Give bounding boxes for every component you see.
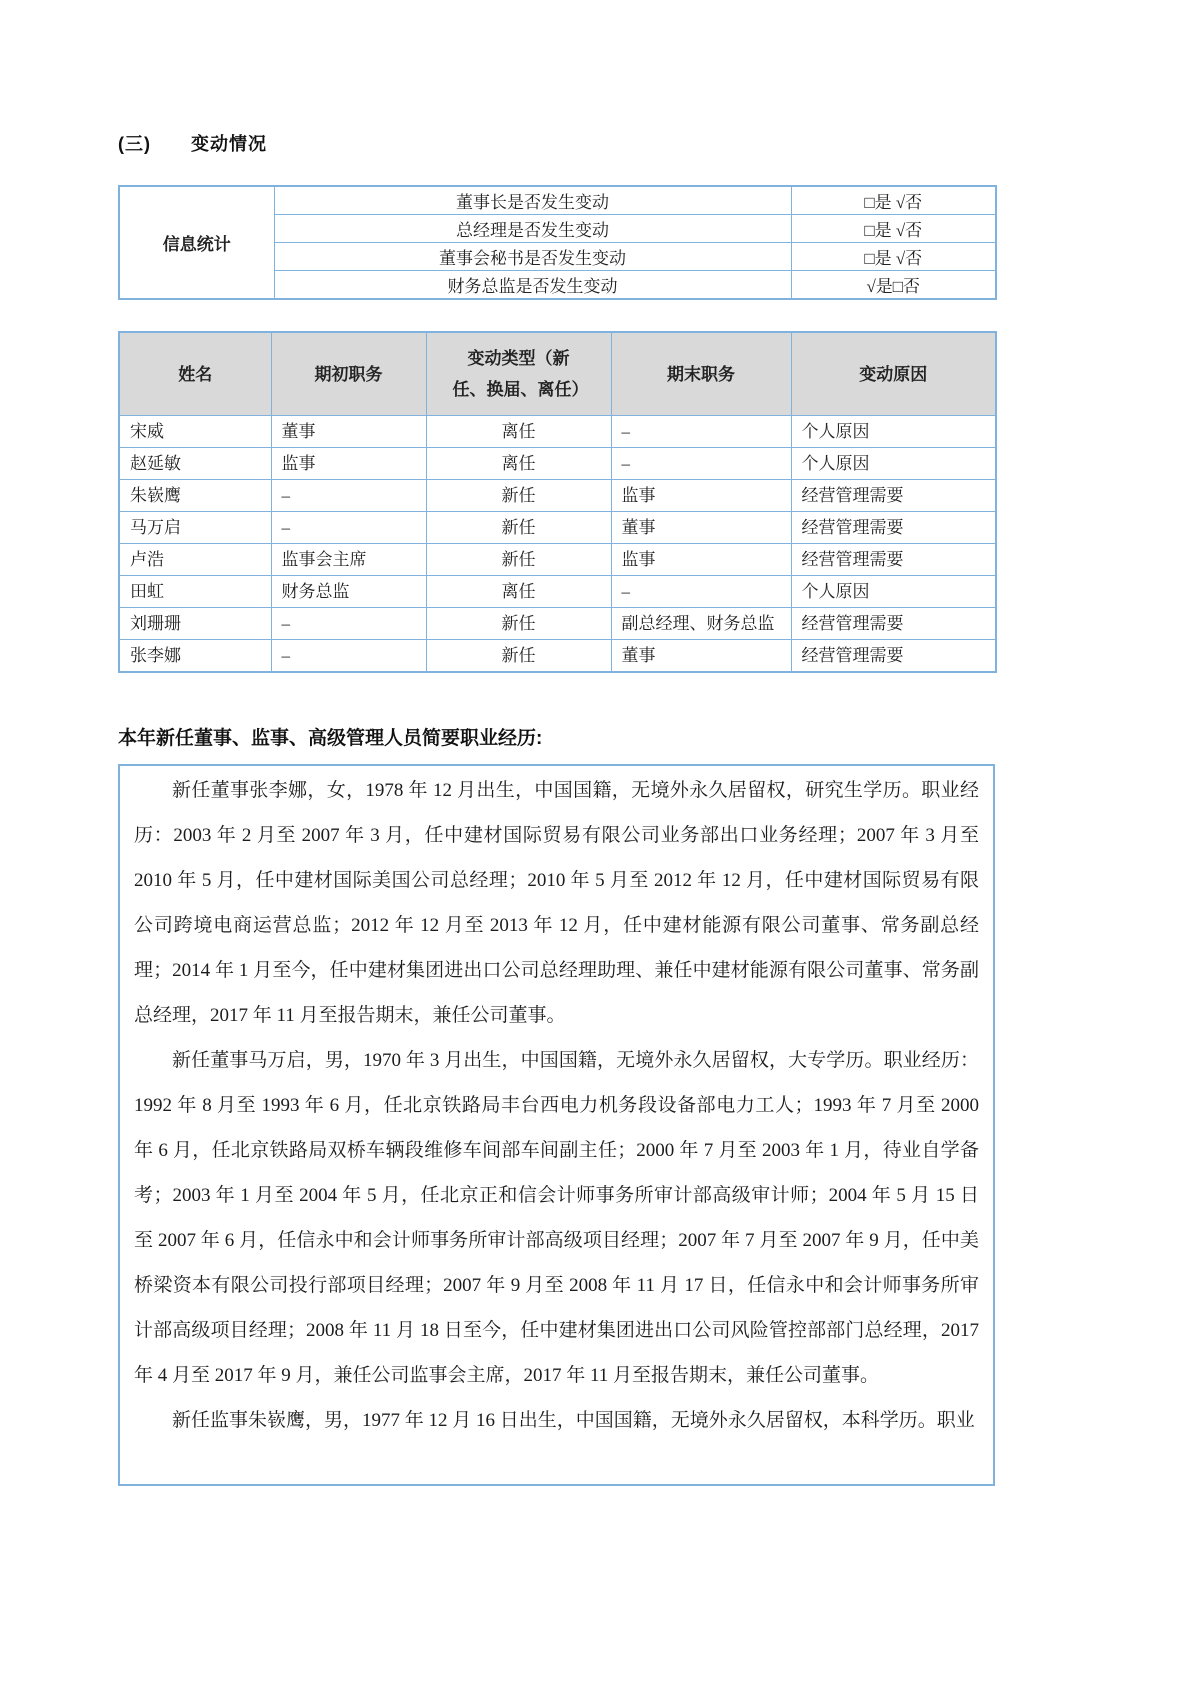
cell-end-position: –: [611, 448, 791, 480]
page-content: [118, 0, 995, 1486]
cell-reason: 个人原因: [791, 448, 996, 480]
cell-reason: 个人原因: [791, 576, 996, 608]
bio-section-heading: 本年新任董事、监事、高级管理人员简要职业经历:: [118, 728, 543, 749]
stats-answer: □是 √否: [791, 186, 996, 215]
cell-end-position: 副总经理、财务总监: [611, 608, 791, 640]
cell-change-type: 新任: [426, 512, 611, 544]
stats-question: 董事会秘书是否发生变动: [274, 243, 791, 271]
table-row: [119, 448, 996, 480]
cell-reason: 经营管理需要: [791, 512, 996, 544]
cell-change-type: 新任: [426, 640, 611, 673]
cell-start-position: –: [271, 480, 426, 512]
cell-name: 宋威: [119, 416, 271, 448]
section-label: (三): [118, 134, 151, 154]
stats-answer: □是 √否: [791, 215, 996, 243]
cell-end-position: 监事: [611, 480, 791, 512]
cell-start-position: –: [271, 512, 426, 544]
cell-end-position: 董事: [611, 512, 791, 544]
table-row: [119, 416, 996, 448]
stats-row-header: 信息统计: [119, 186, 274, 299]
cell-start-position: 监事: [271, 448, 426, 480]
stats-answer: √是□否: [791, 271, 996, 300]
cell-name: 朱嵚鹰: [119, 480, 271, 512]
cell-name: 刘珊珊: [119, 608, 271, 640]
cell-change-type: 离任: [426, 416, 611, 448]
personnel-changes-table: [118, 331, 997, 673]
cell-name: 赵延敏: [119, 448, 271, 480]
stats-question: 财务总监是否发生变动: [274, 271, 791, 300]
column-header-change-type: 变动类型（新任、换届、离任）: [426, 332, 611, 416]
cell-name: 田虹: [119, 576, 271, 608]
cell-end-position: –: [611, 576, 791, 608]
cell-end-position: 监事: [611, 544, 791, 576]
cell-reason: 经营管理需要: [791, 640, 996, 673]
table-row: [119, 576, 996, 608]
cell-change-type: 新任: [426, 480, 611, 512]
cell-change-type: 离任: [426, 448, 611, 480]
table-row: [119, 640, 996, 673]
bio-paragraph: 新任监事朱嵚鹰，男，1977 年 12 月 16 日出生，中国国籍，无境外永久居留权，本科学历。职业: [172, 1410, 975, 1431]
column-header-name: 姓名: [119, 332, 271, 416]
column-header-reason: 变动原因: [791, 332, 996, 416]
cell-change-type: 新任: [426, 608, 611, 640]
section-heading: [118, 0, 995, 156]
cell-reason: 经营管理需要: [791, 608, 996, 640]
stats-question: 总经理是否发生变动: [274, 215, 791, 243]
cell-name: 马万启: [119, 512, 271, 544]
column-header-end-position: 期末职务: [611, 332, 791, 416]
column-header-start-position: 期初职务: [271, 332, 426, 416]
cell-start-position: –: [271, 640, 426, 673]
table-row: [119, 608, 996, 640]
cell-name: 卢浩: [119, 544, 271, 576]
cell-start-position: –: [271, 608, 426, 640]
cell-reason: 经营管理需要: [791, 480, 996, 512]
section-title: 变动情况: [191, 134, 267, 154]
cell-name: 张李娜: [119, 640, 271, 673]
stats-answer: □是 √否: [791, 243, 996, 271]
bio-text-box: [118, 764, 995, 1486]
table-row: [119, 544, 996, 576]
cell-start-position: 财务总监: [271, 576, 426, 608]
bio-paragraph: 新任董事马万启，男，1970 年 3 月出生，中国国籍，无境外永久居留权，大专学历。职业经历：1992 年 8 月至 1993 年 6 月，任北京铁路局丰台西电力机务段设备部电力工人；1993 年 7 月至 2000 年 6 月，任北京铁路局双桥车辆段维修车间部车间副主任；2000 年 7 月至 2003 年 1 月，待业自学备考；2003 年 1 月至 2004 年 5 月，任北京正和信会计师事务所审计部高级审计师；2004 年 5 月 15 日至 2007 年 6 月，任信永中和会计师事务所审计部高级项目经理；2007 年 7 月至 2007 年 9 月，任中美桥梁资本有限公司投行部项目经理；2007 年 9 月至 2008 年 11 月 17 日，任信永中和会计师事务所审计部高级项目经理；2008 年 11 月 18 日至今，任中建材集团进出口公司风险管控部部门总经理，2017 年 4 月至 2017 年 9 月，兼任公司监事会主席，2017 年 11 月至报告期末，兼任公司董事。: [134, 1050, 979, 1386]
bio-paragraph: 新任董事张李娜，女，1978 年 12 月出生，中国国籍，无境外永久居留权，研究生学历。职业经历：2003 年 2 月至 2007 年 3 月，任中建材国际贸易有限公司业务部出口业务经理；2007 年 3 月至 2010 年 5 月，任中建材国际美国公司总经理；2010 年 5 月至 2012 年 12 月，任中建材国际贸易有限公司跨境电商运营总监；2012 年 12 月至 2013 年 12 月，任中建材能源有限公司董事、常务副总经理；2014 年 1 月至今，任中建材集团进出口公司总经理助理、兼任中建材能源有限公司董事、常务副总经理，2017 年 11 月至报告期末，兼任公司董事。: [134, 780, 979, 1026]
table-row: [119, 512, 996, 544]
stats-question: 董事长是否发生变动: [274, 186, 791, 215]
stats-row: [119, 186, 996, 215]
table-header-row: [119, 332, 996, 416]
cell-change-type: 离任: [426, 576, 611, 608]
cell-end-position: 董事: [611, 640, 791, 673]
cell-end-position: –: [611, 416, 791, 448]
info-stats-table: [118, 185, 997, 300]
cell-reason: 个人原因: [791, 416, 996, 448]
cell-change-type: 新任: [426, 544, 611, 576]
cell-start-position: 董事: [271, 416, 426, 448]
table-row: [119, 480, 996, 512]
cell-reason: 经营管理需要: [791, 544, 996, 576]
cell-start-position: 监事会主席: [271, 544, 426, 576]
